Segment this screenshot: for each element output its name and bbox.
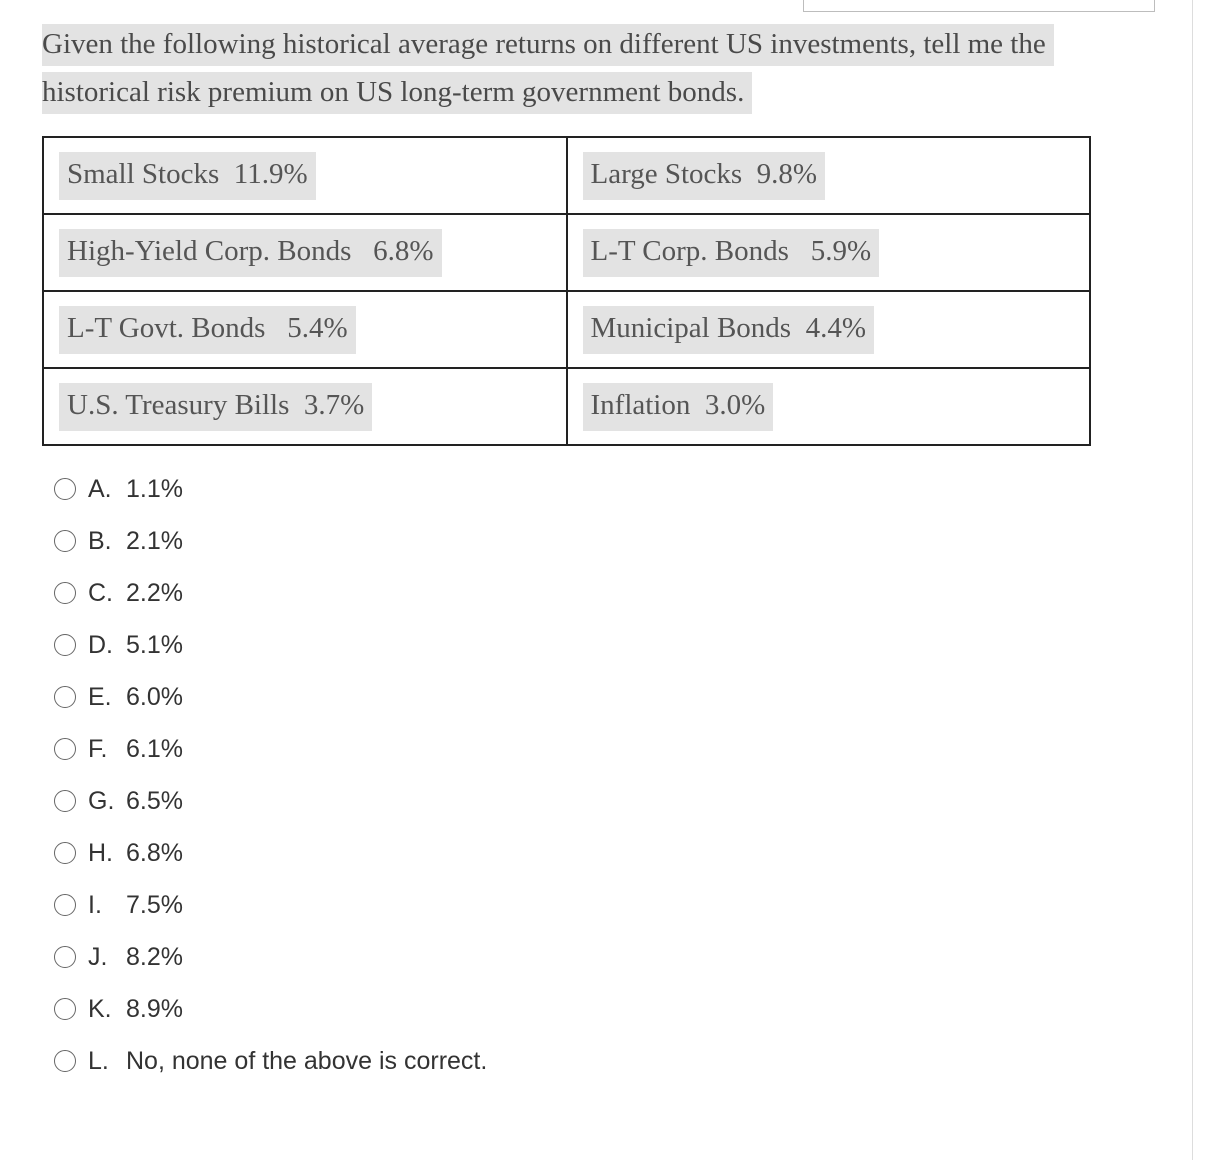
- option-letter: B.: [88, 526, 112, 555]
- table-row: [43, 137, 1090, 214]
- radio-button[interactable]: [54, 790, 76, 812]
- option-f[interactable]: [54, 723, 487, 775]
- question-line-1: Given the following historical average returns on different US investments, tell me the: [42, 24, 1054, 66]
- option-text: No, none of the above is correct.: [126, 1046, 488, 1075]
- option-l[interactable]: [54, 1035, 487, 1087]
- scrollbar-track[interactable]: [1192, 0, 1216, 1160]
- option-letter: A.: [88, 474, 112, 503]
- radio-button[interactable]: [54, 842, 76, 864]
- radio-button[interactable]: [54, 946, 76, 968]
- cell-high-yield-corp-bonds: High-Yield Corp. Bonds 6.8%: [59, 229, 442, 277]
- option-h[interactable]: [54, 827, 487, 879]
- option-letter: H.: [88, 838, 113, 867]
- table-cell: [43, 368, 567, 445]
- answer-box-edge: [803, 0, 1155, 12]
- option-text: 2.1%: [126, 526, 183, 555]
- option-text: 6.5%: [126, 786, 183, 815]
- option-text: 7.5%: [126, 890, 183, 919]
- cell-inflation: Inflation 3.0%: [583, 383, 774, 431]
- table-row: [43, 368, 1090, 445]
- option-g[interactable]: [54, 775, 487, 827]
- returns-table: [42, 136, 1091, 446]
- cell-small-stocks: Small Stocks 11.9%: [59, 152, 316, 200]
- option-letter: I.: [88, 890, 102, 919]
- option-letter: K.: [88, 994, 112, 1023]
- option-a[interactable]: [54, 463, 487, 515]
- table-cell: [567, 214, 1091, 291]
- option-i[interactable]: [54, 879, 487, 931]
- option-text: 6.0%: [126, 682, 183, 711]
- option-c[interactable]: [54, 567, 487, 619]
- table-row: [43, 214, 1090, 291]
- option-letter: F.: [88, 734, 108, 763]
- table-cell: [567, 291, 1091, 368]
- table-cell: [43, 137, 567, 214]
- answer-options: [54, 463, 487, 1087]
- option-text: 5.1%: [126, 630, 183, 659]
- radio-button[interactable]: [54, 582, 76, 604]
- option-letter: J.: [88, 942, 108, 971]
- table-row: [43, 291, 1090, 368]
- radio-button[interactable]: [54, 894, 76, 916]
- radio-button[interactable]: [54, 478, 76, 500]
- cell-municipal-bonds: Municipal Bonds 4.4%: [583, 306, 875, 354]
- option-j[interactable]: [54, 931, 487, 983]
- radio-button[interactable]: [54, 634, 76, 656]
- radio-button[interactable]: [54, 686, 76, 708]
- radio-button[interactable]: [54, 1050, 76, 1072]
- option-letter: G.: [88, 786, 115, 815]
- option-text: 8.9%: [126, 994, 183, 1023]
- table-cell: [567, 368, 1091, 445]
- option-text: 2.2%: [126, 578, 183, 607]
- question-line-2: historical risk premium on US long-term government bonds.: [42, 72, 752, 114]
- table-cell: [43, 291, 567, 368]
- option-letter: C.: [88, 578, 113, 607]
- cell-large-stocks: Large Stocks 9.8%: [583, 152, 826, 200]
- option-d[interactable]: [54, 619, 487, 671]
- option-b[interactable]: [54, 515, 487, 567]
- cell-lt-corp-bonds: L-T Corp. Bonds 5.9%: [583, 229, 880, 277]
- option-text: 1.1%: [126, 474, 183, 503]
- radio-button[interactable]: [54, 998, 76, 1020]
- option-letter: E.: [88, 682, 112, 711]
- cell-lt-govt-bonds: L-T Govt. Bonds 5.4%: [59, 306, 356, 354]
- question-text: [42, 20, 1112, 116]
- option-k[interactable]: [54, 983, 487, 1035]
- option-text: 6.8%: [126, 838, 183, 867]
- table-cell: [43, 214, 567, 291]
- cell-treasury-bills: U.S. Treasury Bills 3.7%: [59, 383, 372, 431]
- option-letter: L.: [88, 1046, 109, 1075]
- option-e[interactable]: [54, 671, 487, 723]
- option-text: 6.1%: [126, 734, 183, 763]
- radio-button[interactable]: [54, 738, 76, 760]
- radio-button[interactable]: [54, 530, 76, 552]
- option-letter: D.: [88, 630, 113, 659]
- table-cell: [567, 137, 1091, 214]
- option-text: 8.2%: [126, 942, 183, 971]
